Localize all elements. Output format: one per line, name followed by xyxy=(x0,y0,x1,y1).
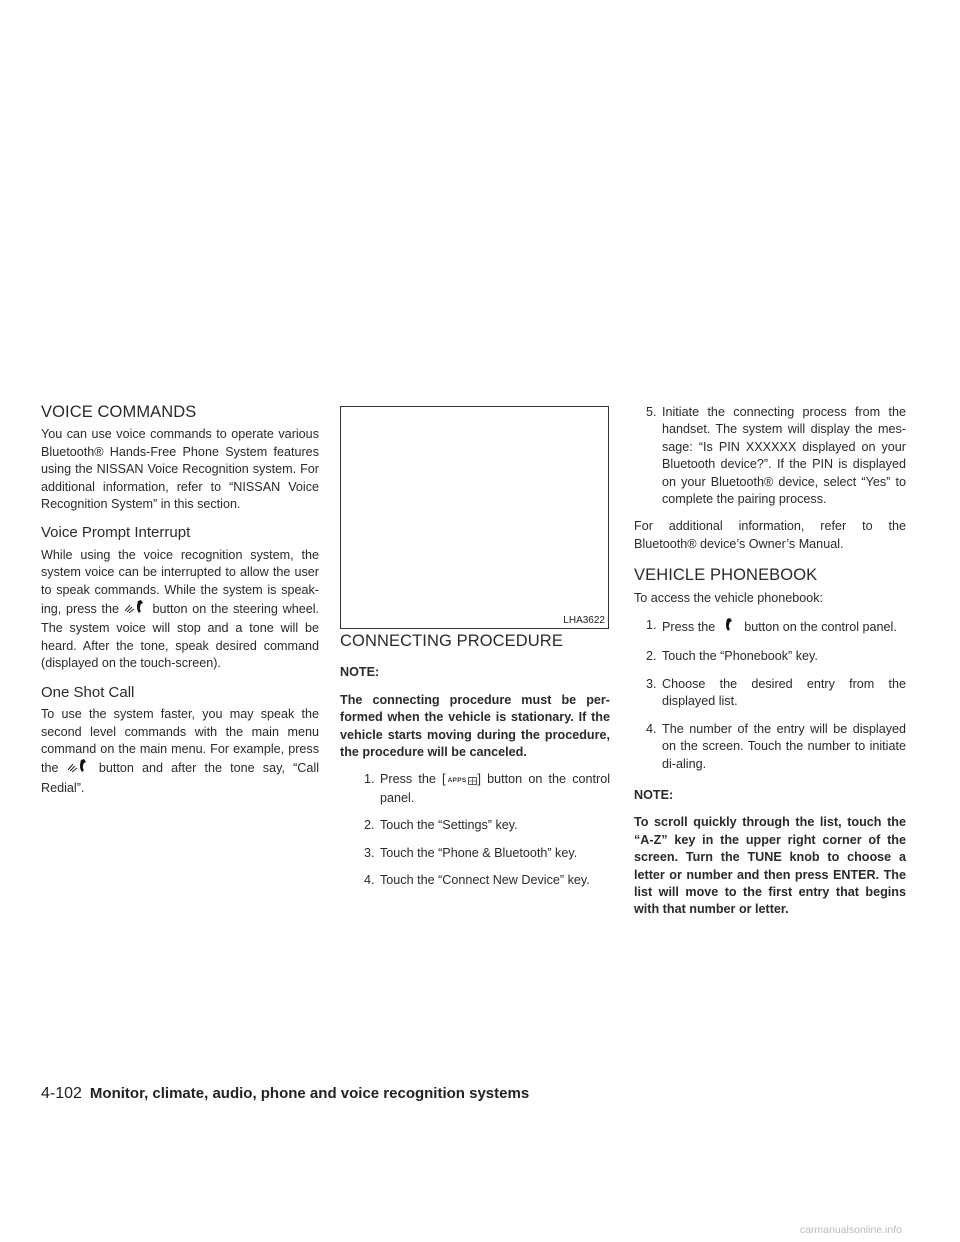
talk-icon xyxy=(124,599,148,620)
list-item: 4. Touch the “Connect New Device” key. xyxy=(364,873,590,888)
paragraph-access-phonebook: To access the vehicle phonebook: xyxy=(634,590,824,605)
oneshot-text-a: To use the system faster, you may speak the second level commands with the main menu command on the main menu. For example, press the xyxy=(41,707,319,776)
note-body: To scroll quickly through the list, touch the “A-Z” key in the upper right corner of the screen. Turn the TUNE knob to choose a letter or number and then press ENTER. The list will move to the first entry that begins with that number or letter. xyxy=(634,815,906,917)
paragraph-voice-commands: You can use voice commands to operate various Bluetooth® Hands-Free Phone System features using the NISSAN Voice Recognition system. For additional information, refer to “NISSAN Voice Recognition System” in this section. xyxy=(41,427,319,512)
oneshot-text-b: button and after the tone say, “Call Redial”. xyxy=(41,761,320,795)
interrupt-text-a: While using the voice recognition system, the system voice can be interrupted to allow the user to speak commands. While the system is speak-ing, press the xyxy=(41,547,319,617)
note-label: NOTE: xyxy=(340,665,380,680)
page-footer xyxy=(41,1085,529,1103)
middle-column xyxy=(340,633,610,899)
list-item: 2. Touch the “Settings” key. xyxy=(364,818,518,833)
right-column xyxy=(634,404,906,929)
list-item: 5. Initiate the connecting process from the handset. The system will display the mes-sage: “Is PIN XXXXXX displayed on your Bluetooth device?”. If the PIN is displayed on your Bluetooth® device, select “Yes” to complete the pairing process. xyxy=(646,405,906,507)
figure-label: LHA3622 xyxy=(563,615,605,626)
heading-vehicle-phonebook: VEHICLE PHONEBOOK xyxy=(634,566,818,585)
paragraph-additional-info: For additional information, refer to the Bluetooth® device’s Owner’s Manual. xyxy=(634,519,906,551)
interrupt-text-b: button on the steering wheel. The system voice will stop and a tone will be heard. After the tone, speak desired command (displayed on the touch-screen). xyxy=(41,602,320,671)
apps-key-icon: APPS xyxy=(447,777,467,785)
heading-voice-commands: VOICE COMMANDS xyxy=(41,403,197,421)
phonebook-steps xyxy=(634,617,906,773)
note-label: NOTE: xyxy=(634,787,674,802)
connecting-steps xyxy=(340,771,610,889)
heading-connecting-procedure: CONNECTING PROCEDURE xyxy=(340,632,563,650)
watermark: carmanualsonline.info xyxy=(799,1224,902,1236)
list-item: 3. Choose the desired entry from the displayed list. xyxy=(646,676,906,709)
list-item: 1. Press the [ APPS ] button on the control panel. xyxy=(364,772,611,805)
talk-icon xyxy=(67,758,91,779)
list-item: 2. Touch the “Phonebook” key. xyxy=(646,649,818,664)
section-title: Monitor, climate, audio, phone and voice recognition systems xyxy=(89,1085,530,1102)
page-number: 4-102 xyxy=(41,1085,82,1102)
heading-one-shot-call: One Shot Call xyxy=(41,683,135,701)
list-item: 3. Touch the “Phone & Bluetooth” key. xyxy=(364,845,578,860)
phone-icon xyxy=(719,617,741,638)
connecting-steps-continued xyxy=(634,404,906,508)
paragraph-voice-prompt-interrupt xyxy=(41,547,319,673)
paragraph-one-shot-call xyxy=(41,706,319,797)
illustration-frame xyxy=(340,406,609,629)
list-item: 1. Press the button on the control panel. xyxy=(634,617,906,638)
heading-voice-prompt-interrupt: Voice Prompt Interrupt xyxy=(41,524,191,542)
note-body: The connecting procedure must be per-formed when the vehicle is stationary. If the vehicle starts moving during the procedure, the procedure will be canceled. xyxy=(340,692,610,760)
left-column xyxy=(41,404,319,807)
list-item: 4. The number of the entry will be displayed on the screen. Touch the number to initiate di-aling. xyxy=(646,721,906,771)
